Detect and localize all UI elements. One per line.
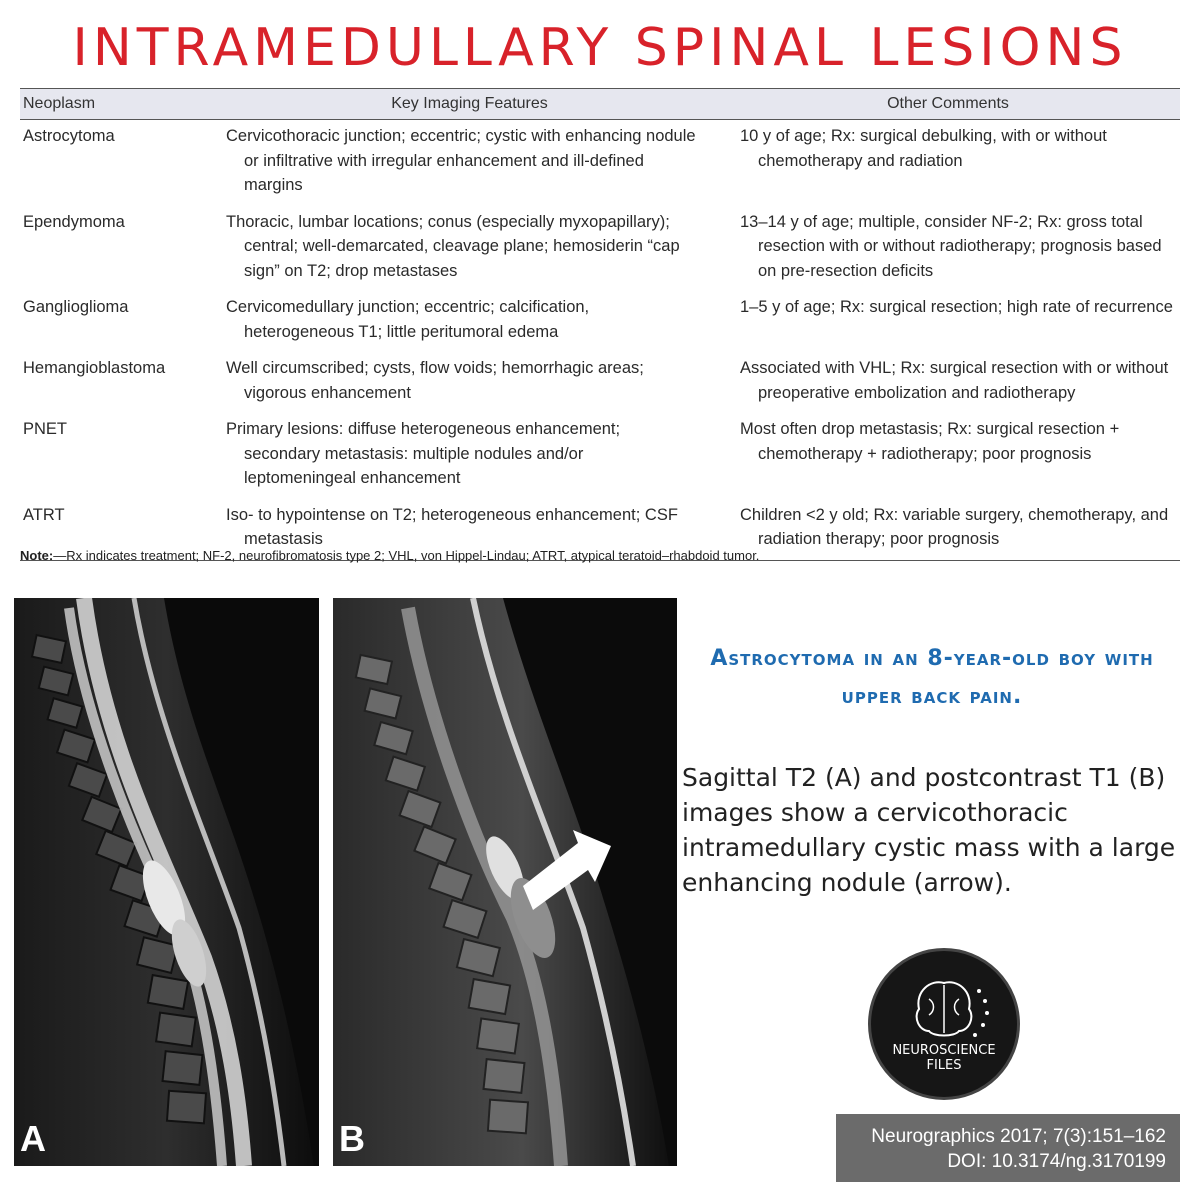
citation-doi: DOI: 10.3174/ng.3170199 — [947, 1151, 1166, 1172]
note-text: —Rx indicates treatment; NF-2, neurofibromatosis type 2; VHL, von Hippel-Lindau; ATRT, atypical teratoid–rhabdoid tumor. — [53, 548, 760, 563]
brain-icon — [871, 951, 1017, 1097]
comments-cell: 1–5 y of age; Rx: surgical resection; high rate of recurrence — [740, 298, 1173, 316]
neoplasm-cell: PNET — [23, 420, 68, 438]
table-header-row — [20, 89, 1180, 120]
citation-journal: Neurographics 2017; 7(3):151–162 — [871, 1126, 1166, 1147]
features-cell: Iso- to hypointense on T2; heterogeneous enhancement; CSF metastasis — [226, 505, 678, 548]
citation-box — [836, 1114, 1180, 1182]
panel-b-label: B — [339, 1118, 365, 1159]
comments-cell: Children <2 y old; Rx: variable surgery, chemotherapy, and radiation therapy; poor prognosis — [740, 505, 1169, 548]
neoplasm-cell: Ependymoma — [23, 212, 125, 231]
features-cell: Cervicomedullary junction; eccentric; calcification, heterogeneous T1; little peritumoral edema — [226, 298, 590, 341]
features-cell: Primary lesions: diffuse heterogeneous enhancement; secondary metastasis: multiple nodules and/or leptomeningeal enhancement — [226, 420, 621, 487]
comments-cell: 13–14 y of age; multiple, consider NF-2; Rx: gross total resection with or without radiotherapy; prognosis based on pre-resection deficits — [740, 212, 1162, 280]
table-row — [20, 413, 1180, 499]
table-row — [20, 352, 1180, 413]
neoplasm-cell: Astrocytoma — [23, 127, 115, 145]
features-cell: Well circumscribed; cysts, flow voids; hemorrhagic areas; vigorous enhancement — [226, 359, 644, 402]
mri-image-a — [14, 598, 319, 1166]
page-title: INTRAMEDULLARY SPINAL LESIONS — [72, 18, 1128, 78]
table-row — [20, 120, 1180, 206]
neoplasm-cell: Hemangioblastoma — [23, 359, 166, 377]
table-row — [20, 206, 1180, 292]
caption-body: Sagittal T2 (A) and postcontrast T1 (B) images show a cervicothoracic intramedullary cystic mass with a large enhancing nodule (arrow). — [682, 763, 1176, 897]
features-cell: Thoracic, lumbar locations; conus (especially myxopapillary); central; well-demarcated, cleavage plane; hemosiderin “cap sign” on T2; drop metastases — [226, 212, 680, 280]
panel-a-label: A — [20, 1118, 46, 1159]
mri-image-b — [333, 598, 677, 1166]
table-note — [20, 548, 759, 563]
logo-line-2: FILES — [926, 1058, 962, 1073]
neuroscience-files-logo — [868, 948, 1020, 1100]
features-cell: Cervicothoracic junction; eccentric; cystic with enhancing nodule or infiltrative with irregular enhancement and ill-defined margins — [226, 127, 696, 194]
column-header: Key Imaging Features — [223, 89, 716, 120]
logo-text — [871, 1043, 1017, 1073]
mri-a-graphic — [14, 598, 319, 1166]
comments-cell: Associated with VHL; Rx: surgical resection with or without preoperative embolization and radiotherapy — [740, 359, 1169, 402]
mri-b-graphic — [333, 598, 677, 1166]
comments-cell: 10 y of age; Rx: surgical debulking, with or without chemotherapy and radiation — [740, 127, 1107, 170]
neoplasm-cell: ATRT — [20, 499, 223, 561]
column-header: Other Comments — [716, 89, 1180, 120]
comments-cell: Most often drop metastasis; Rx: surgical resection + chemotherapy + radiotherapy; poor prognosis — [740, 420, 1120, 463]
logo-line-1: NEUROSCIENCE — [892, 1043, 996, 1058]
note-label: Note: — [20, 548, 54, 563]
lesions-table — [20, 88, 1180, 561]
caption-title: Astrocytoma in an 8-year-old boy with upper back pain. — [710, 646, 1154, 709]
table-row — [20, 291, 1180, 352]
column-header: Neoplasm — [20, 89, 223, 120]
neoplasm-cell: Ganglioglioma — [23, 298, 129, 316]
